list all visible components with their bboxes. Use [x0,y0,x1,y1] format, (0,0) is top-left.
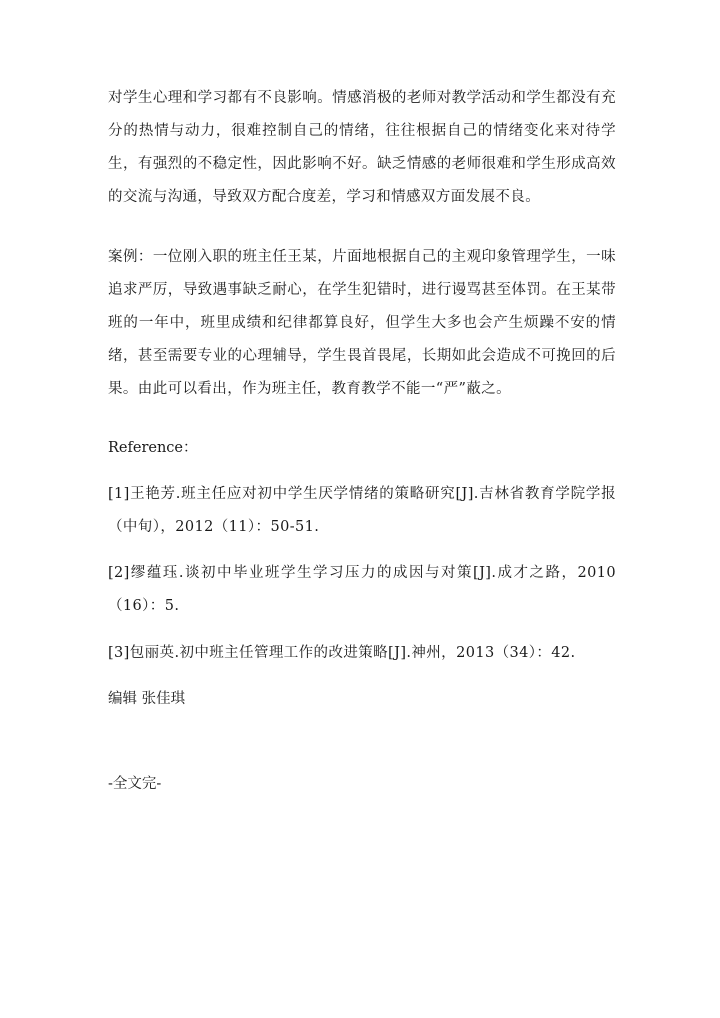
reference-item-3 [108,637,616,670]
case-paragraph [108,241,616,406]
reference-line: [2]缪蕴珏.谈初中毕业班学生学习压力的成因与对策[J].成才之路，2010 [108,565,616,581]
paragraph-line: 果。由此可以看出，作为班主任，教育教学不能一“严”蔽之。 [108,381,512,397]
paragraph-line: 班的一年中，班里成绩和纪律都算良好，但学生大多也会产生烦躁不安的情 [108,315,616,331]
body-paragraph-1 [108,82,616,214]
reference-item-2 [108,557,616,623]
reference-line: [3]包丽英.初中班主任管理工作的改进策略[J].神州，2013（34）：42. [108,645,576,661]
end-of-article-mark: -全文完- [108,776,162,792]
reference-item-1 [108,478,616,544]
paragraph-line: 追求严厉，导致遇事缺乏耐心，在学生犯错时，进行谩骂甚至体罚。在王某带 [108,282,616,298]
paragraph-line: 案例：一位刚入职的班主任王某，片面地根据自己的主观印象管理学生，一味 [108,249,616,265]
paragraph-line: 对学生心理和学习都有不良影响。情感消极的老师对教学活动和学生都没有充 [108,90,616,106]
paragraph-line: 生，有强烈的不稳定性，因此影响不好。缺乏情感的老师很难和学生形成高效 [108,156,616,172]
paragraph-line: 分的热情与动力，很难控制自己的情绪，往往根据自己的情绪变化来对待学 [108,123,616,139]
reference-line: [1]王艳芳.班主任应对初中学生厌学情绪的策略研究[J].吉林省教育学院学报 [108,486,616,502]
paragraph-line: 的交流与沟通，导致双方配合度差，学习和情感双方面发展不良。 [108,189,541,205]
reference-heading: Reference： [108,440,198,456]
paragraph-line: 绪，甚至需要专业的心理辅导，学生畏首畏尾，长期如此会造成不可挽回的后 [108,348,616,364]
reference-line: （中旬），2012（11）：50-51. [108,519,320,535]
editor-credit: 编辑 张佳琪 [108,691,186,707]
reference-line: （16）：5. [108,598,180,614]
